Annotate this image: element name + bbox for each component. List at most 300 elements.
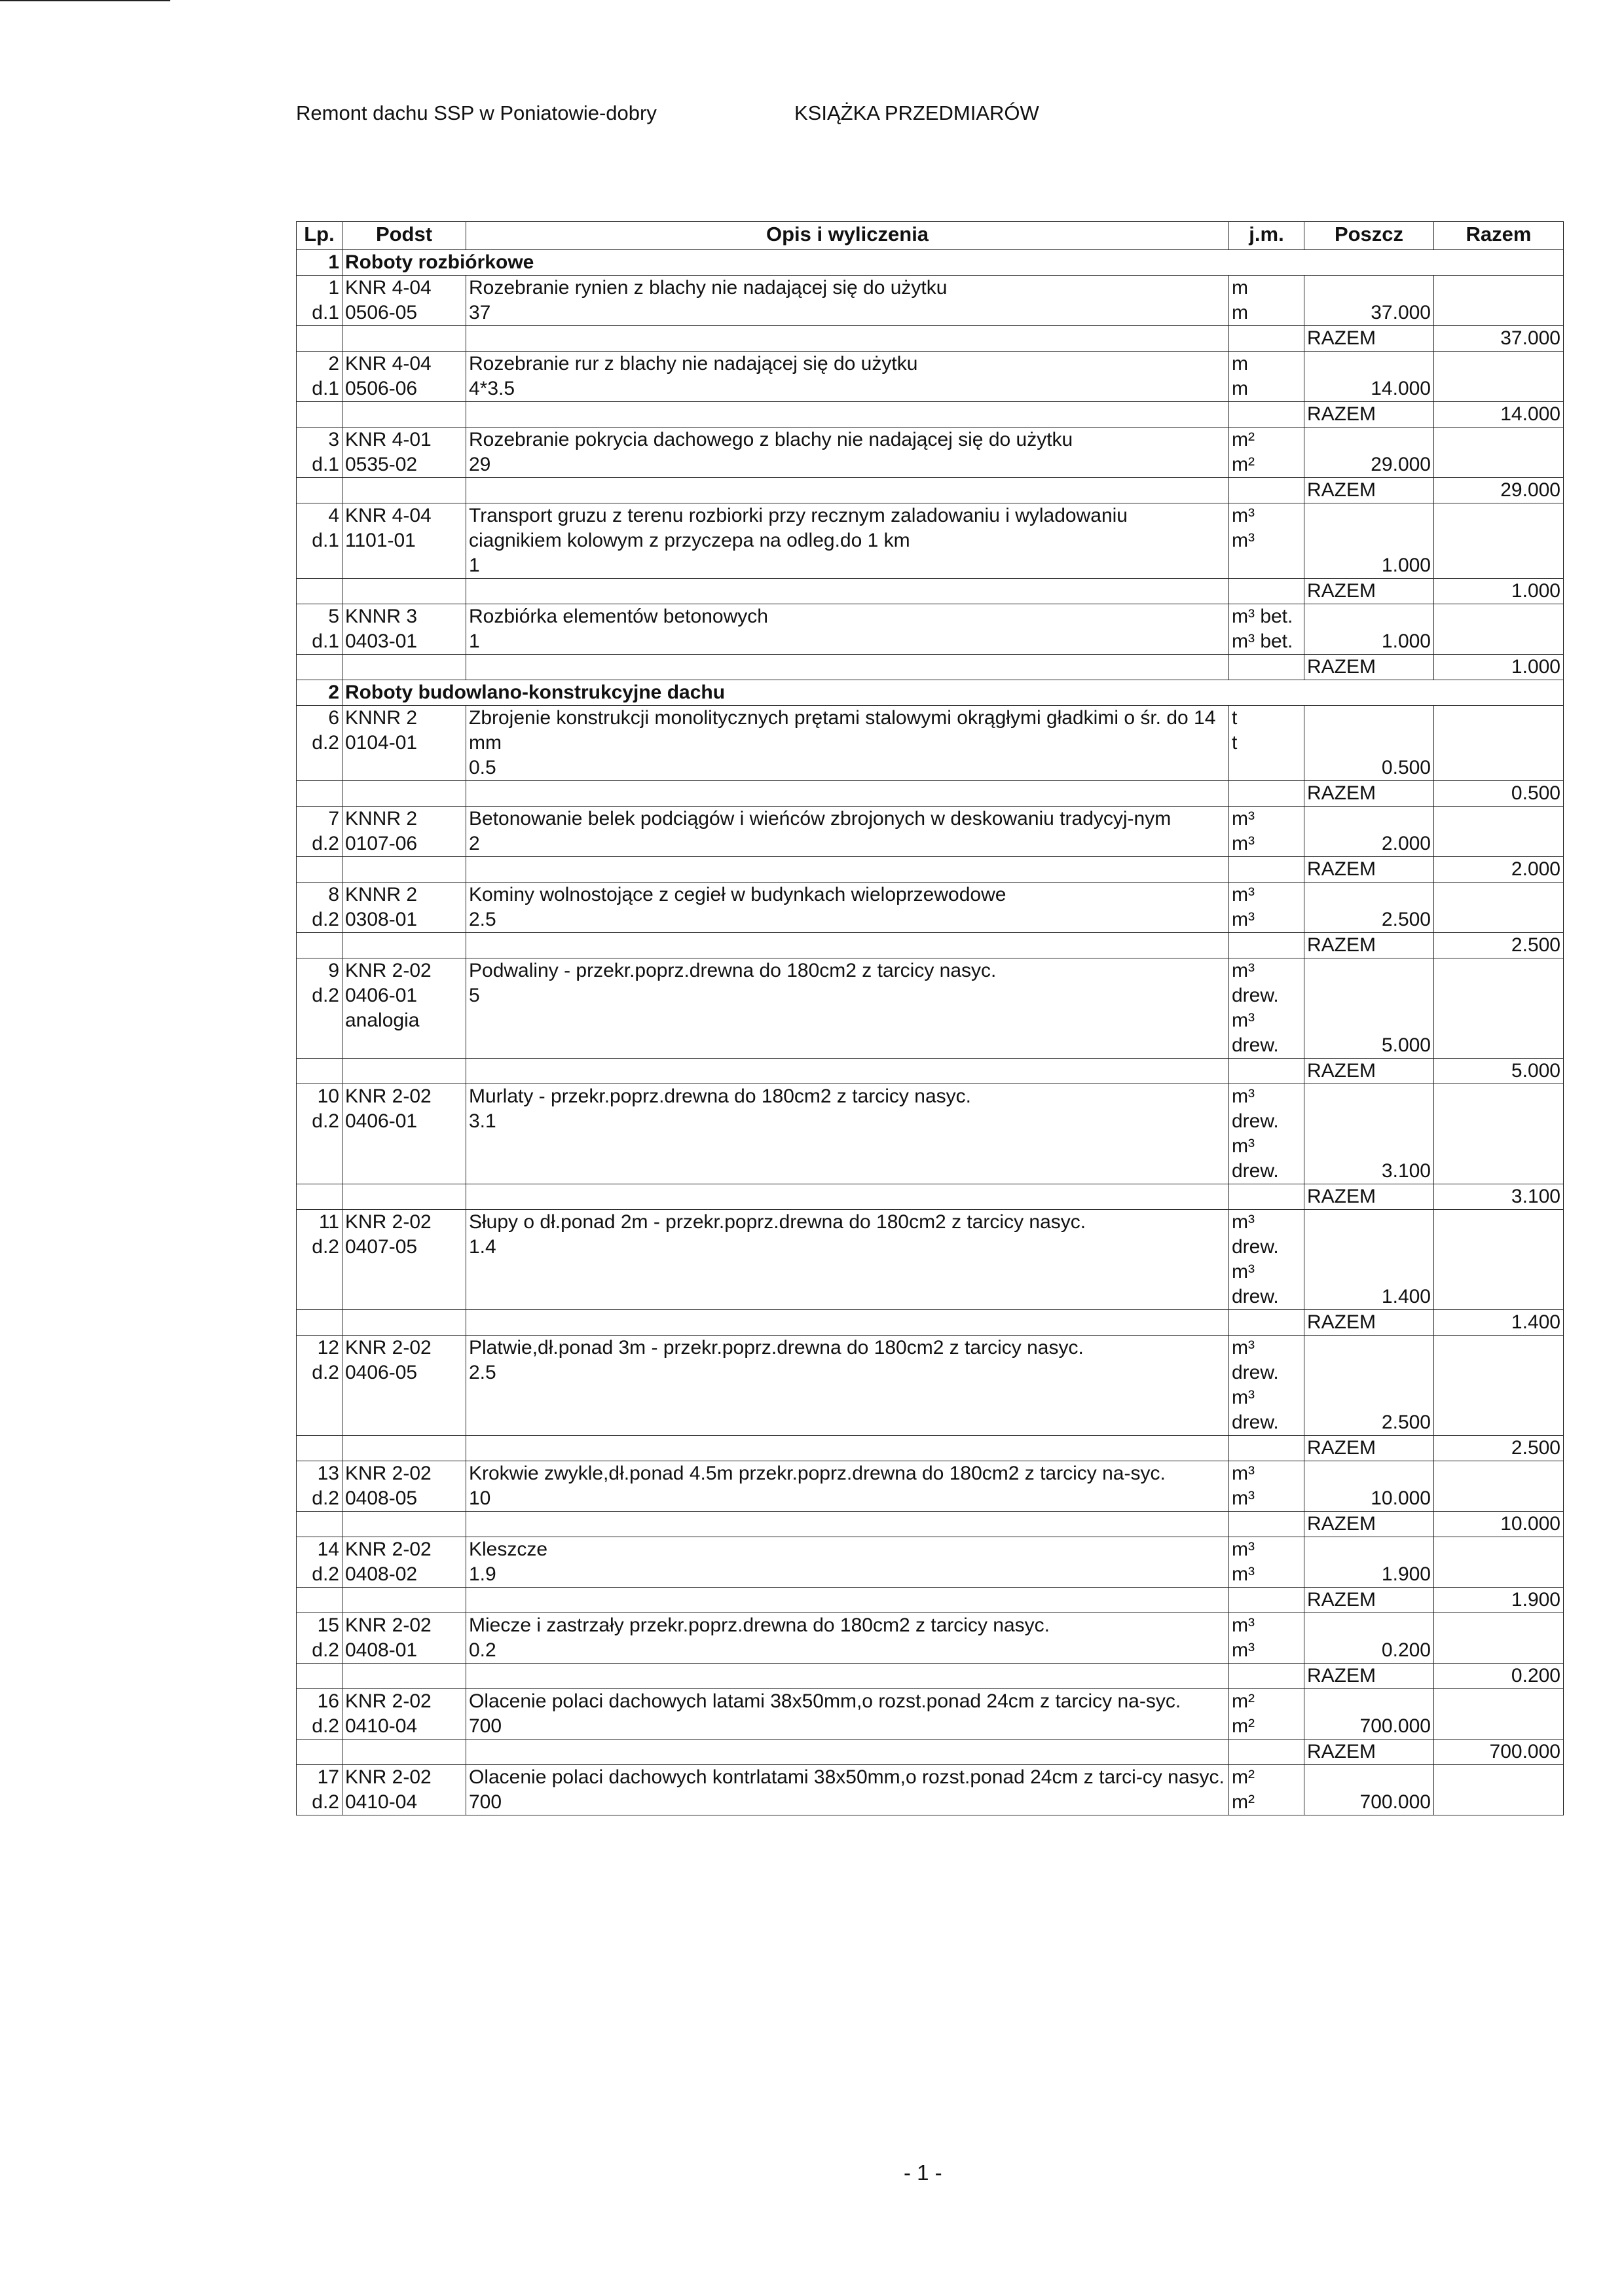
- item-lp-subsection: d.2: [312, 1110, 339, 1132]
- item-calc-unit: m²: [1232, 1715, 1255, 1737]
- razem-spacer-podst: [342, 781, 466, 807]
- item-podst-line: KNR 2-02: [345, 960, 432, 981]
- razem-spacer-lp: [297, 478, 342, 503]
- item-jm: [1229, 1210, 1304, 1310]
- item-lp-number: 6: [328, 707, 339, 729]
- razem-spacer-jm: [1229, 402, 1304, 428]
- item-razem-empty: [1434, 958, 1564, 1059]
- razem-row: [297, 933, 1564, 958]
- razem-row: [297, 1059, 1564, 1084]
- item-podst-line: 0535-02: [345, 454, 418, 475]
- item-calculation: 3.1: [469, 1110, 496, 1132]
- razem-value: 10.000: [1434, 1512, 1564, 1537]
- item-lp-number: 17: [317, 1766, 339, 1788]
- item-description: Rozebranie pokrycia dachowego z blachy nie nadającej się do użytku: [469, 429, 1073, 450]
- razem-spacer-lp: [297, 1512, 342, 1537]
- item-razem-empty: [1434, 1461, 1564, 1512]
- razem-spacer-jm: [1229, 1664, 1304, 1689]
- razem-spacer-podst: [342, 1588, 466, 1613]
- razem-spacer-lp: [297, 933, 342, 958]
- item-razem-empty: [1434, 503, 1564, 579]
- item-lp: [297, 276, 342, 326]
- item-lp-number: 15: [317, 1614, 339, 1636]
- item-jm: [1229, 604, 1304, 655]
- item-lp-subsection: d.2: [312, 985, 339, 1006]
- item-podst-line: KNR 4-04: [345, 353, 432, 374]
- col-header-jm: j.m.: [1229, 222, 1304, 250]
- item-podst: [342, 958, 466, 1059]
- table-row: [297, 1537, 1564, 1588]
- item-podst-line: KNR 4-01: [345, 429, 432, 450]
- razem-label: RAZEM: [1304, 1512, 1434, 1537]
- razem-value: 2.000: [1434, 857, 1564, 883]
- item-opis: [466, 1765, 1229, 1815]
- item-calc-unit: m³: [1232, 833, 1255, 854]
- item-podst-line: KNR 2-02: [345, 1614, 432, 1636]
- razem-spacer-lp: [297, 1436, 342, 1461]
- item-jm: [1229, 1613, 1304, 1664]
- razem-row: [297, 857, 1564, 883]
- item-description: Kleszcze: [469, 1539, 548, 1560]
- item-opis: [466, 1537, 1229, 1588]
- document-header-title: Remont dachu SSP w Poniatowie-dobry: [296, 101, 657, 124]
- item-lp-subsection: d.2: [312, 1639, 339, 1661]
- item-podst: [342, 604, 466, 655]
- item-lp-subsection: d.2: [312, 1362, 339, 1383]
- razem-row: [297, 1512, 1564, 1537]
- item-opis: [466, 1689, 1229, 1740]
- item-lp: [297, 958, 342, 1059]
- razem-spacer-podst: [342, 478, 466, 503]
- item-calc-unit: m³: [1232, 530, 1255, 551]
- item-poszcz: [1304, 1084, 1434, 1184]
- item-lp-subsection: d.1: [312, 630, 339, 652]
- item-lp-number: 11: [318, 1211, 339, 1233]
- item-unit: m³: [1232, 1463, 1255, 1484]
- document-header-type: KSIĄŻKA PRZEDMIARÓW: [794, 101, 1039, 124]
- item-opis: [466, 883, 1229, 933]
- item-podst-line: 0104-01: [345, 732, 418, 754]
- item-lp: [297, 428, 342, 478]
- item-poszcz: [1304, 1210, 1434, 1310]
- item-calc-unit: m³ drew.: [1232, 1135, 1279, 1182]
- razem-spacer-opis: [466, 1059, 1229, 1084]
- razem-spacer-jm: [1229, 1588, 1304, 1613]
- section-number: 2: [297, 680, 342, 706]
- razem-label: RAZEM: [1304, 781, 1434, 807]
- razem-row: [297, 326, 1564, 352]
- scan-artifact-line: [0, 0, 170, 1]
- item-lp-subsection: d.2: [312, 1487, 339, 1509]
- item-poszcz-value: 1.000: [1381, 555, 1431, 576]
- razem-value: 3.100: [1434, 1184, 1564, 1210]
- item-calculation: 0.2: [469, 1639, 496, 1661]
- razem-label: RAZEM: [1304, 1664, 1434, 1689]
- item-opis: [466, 807, 1229, 857]
- item-calculation: 2.5: [469, 1362, 496, 1383]
- razem-spacer-opis: [466, 478, 1229, 503]
- razem-spacer-jm: [1229, 579, 1304, 604]
- item-podst-line: 1101-01: [345, 530, 416, 551]
- item-description: Rozebranie rynien z blachy nie nadającej się do użytku: [469, 277, 948, 299]
- item-podst-line: KNR 2-02: [345, 1211, 432, 1233]
- item-lp-number: 13: [317, 1463, 339, 1484]
- razem-value: 700.000: [1434, 1740, 1564, 1765]
- item-calc-unit: m³ drew.: [1232, 1010, 1279, 1056]
- item-jm: [1229, 807, 1304, 857]
- item-podst-line: KNNR 2: [345, 808, 418, 829]
- razem-spacer-podst: [342, 579, 466, 604]
- razem-label: RAZEM: [1304, 1436, 1434, 1461]
- table-row: [297, 1765, 1564, 1815]
- item-podst: [342, 883, 466, 933]
- item-unit: m³ drew.: [1232, 960, 1279, 1006]
- razem-spacer-opis: [466, 857, 1229, 883]
- item-podst-line: KNR 2-02: [345, 1766, 432, 1788]
- item-calculation: 29: [469, 454, 491, 475]
- razem-label: RAZEM: [1304, 478, 1434, 503]
- item-calculation: 2: [469, 833, 480, 854]
- razem-label: RAZEM: [1304, 857, 1434, 883]
- item-poszcz: [1304, 1537, 1434, 1588]
- item-podst: [342, 503, 466, 579]
- razem-spacer-podst: [342, 1740, 466, 1765]
- item-razem-empty: [1434, 1537, 1564, 1588]
- razem-spacer-jm: [1229, 655, 1304, 680]
- item-podst-line: 0506-06: [345, 378, 418, 399]
- item-calculation: 1.9: [469, 1563, 496, 1585]
- razem-spacer-jm: [1229, 1310, 1304, 1336]
- item-calc-unit: m³: [1232, 1487, 1255, 1509]
- razem-spacer-opis: [466, 1436, 1229, 1461]
- razem-spacer-jm: [1229, 933, 1304, 958]
- section-row: [297, 250, 1564, 276]
- item-jm: [1229, 503, 1304, 579]
- item-podst: [342, 1613, 466, 1664]
- item-description: Rozbiórka elementów betonowych: [469, 606, 768, 627]
- razem-row: [297, 1664, 1564, 1689]
- razem-row: [297, 1588, 1564, 1613]
- item-calculation: 1: [469, 555, 480, 576]
- razem-label: RAZEM: [1304, 1184, 1434, 1210]
- item-poszcz: [1304, 1336, 1434, 1436]
- item-lp: [297, 1336, 342, 1436]
- item-lp-subsection: d.2: [312, 732, 339, 754]
- item-unit: m³ bet.: [1232, 606, 1293, 627]
- razem-spacer-podst: [342, 1310, 466, 1336]
- item-podst: [342, 807, 466, 857]
- item-podst-line: 0406-01: [345, 985, 418, 1006]
- item-razem-empty: [1434, 1613, 1564, 1664]
- item-podst-line: KNR 2-02: [345, 1085, 432, 1107]
- item-description: Podwaliny - przekr.poprz.drewna do 180cm2 z tarcicy nasyc.: [469, 960, 997, 981]
- item-lp: [297, 1210, 342, 1310]
- item-opis: [466, 1084, 1229, 1184]
- item-jm: [1229, 1461, 1304, 1512]
- item-lp: [297, 883, 342, 933]
- razem-spacer-opis: [466, 655, 1229, 680]
- item-lp-subsection: d.1: [312, 530, 339, 551]
- item-poszcz-value: 1.900: [1381, 1563, 1431, 1585]
- item-unit: m³: [1232, 808, 1255, 829]
- razem-row: [297, 402, 1564, 428]
- item-razem-empty: [1434, 883, 1564, 933]
- item-lp-subsection: d.2: [312, 833, 339, 854]
- razem-spacer-lp: [297, 857, 342, 883]
- table-row: [297, 807, 1564, 857]
- item-unit: m³ drew.: [1232, 1085, 1279, 1132]
- item-jm: [1229, 276, 1304, 326]
- item-jm: [1229, 958, 1304, 1059]
- item-description: Rozebranie rur z blachy nie nadającej się do użytku: [469, 353, 918, 374]
- item-podst-line: KNR 4-04: [345, 277, 432, 299]
- item-podst: [342, 1336, 466, 1436]
- razem-spacer-podst: [342, 402, 466, 428]
- item-podst: [342, 1210, 466, 1310]
- item-calc-unit: m³ drew.: [1232, 1387, 1279, 1433]
- razem-value: 0.500: [1434, 781, 1564, 807]
- item-razem-empty: [1434, 276, 1564, 326]
- razem-value: 37.000: [1434, 326, 1564, 352]
- razem-spacer-lp: [297, 1588, 342, 1613]
- item-poszcz-value: 29.000: [1371, 454, 1431, 475]
- item-jm: [1229, 706, 1304, 781]
- razem-spacer-lp: [297, 1664, 342, 1689]
- razem-spacer-podst: [342, 655, 466, 680]
- table-row: [297, 883, 1564, 933]
- razem-spacer-opis: [466, 402, 1229, 428]
- razem-value: 2.500: [1434, 933, 1564, 958]
- item-calc-unit: m³ bet.: [1232, 630, 1293, 652]
- item-description: Olacenie polaci dachowych kontrlatami 38x50mm,o rozst.ponad 24cm z tarci-cy nasyc.: [469, 1766, 1225, 1788]
- razem-spacer-opis: [466, 1588, 1229, 1613]
- item-podst: [342, 706, 466, 781]
- item-unit: m³: [1232, 884, 1255, 905]
- item-opis: [466, 352, 1229, 402]
- item-lp-number: 12: [317, 1337, 339, 1358]
- item-lp-number: 7: [328, 808, 339, 829]
- item-opis: [466, 1336, 1229, 1436]
- razem-spacer-podst: [342, 326, 466, 352]
- item-lp-subsection: d.2: [312, 909, 339, 930]
- item-jm: [1229, 1537, 1304, 1588]
- item-podst-line: 0403-01: [345, 630, 418, 652]
- item-podst-line: KNR 2-02: [345, 1539, 432, 1560]
- razem-spacer-lp: [297, 326, 342, 352]
- item-poszcz: [1304, 428, 1434, 478]
- item-calc-unit: m³: [1232, 1639, 1255, 1661]
- item-lp: [297, 1537, 342, 1588]
- item-unit: t: [1232, 707, 1238, 729]
- item-calc-unit: m³: [1232, 909, 1255, 930]
- item-razem-empty: [1434, 1210, 1564, 1310]
- item-podst-line: KNNR 2: [345, 707, 418, 729]
- item-lp: [297, 1613, 342, 1664]
- item-poszcz-value: 1.400: [1381, 1286, 1431, 1307]
- razem-spacer-opis: [466, 1740, 1229, 1765]
- item-poszcz-value: 2.500: [1381, 909, 1431, 930]
- section-number: 1: [297, 250, 342, 276]
- razem-label: RAZEM: [1304, 1059, 1434, 1084]
- razem-spacer-opis: [466, 1664, 1229, 1689]
- table-row: [297, 428, 1564, 478]
- item-poszcz-value: 5.000: [1381, 1034, 1431, 1056]
- item-lp-subsection: d.2: [312, 1563, 339, 1585]
- table-row: [297, 958, 1564, 1059]
- item-unit: m²: [1232, 1690, 1255, 1712]
- razem-spacer-lp: [297, 1740, 342, 1765]
- item-description: Zbrojenie konstrukcji monolitycznych prętami stalowymi okrągłymi gładkimi o śr. do 14 mm: [469, 707, 1216, 754]
- razem-spacer-jm: [1229, 1184, 1304, 1210]
- item-unit: m³ drew.: [1232, 1211, 1279, 1258]
- item-lp: [297, 1084, 342, 1184]
- item-podst-line: KNR 2-02: [345, 1690, 432, 1712]
- item-lp: [297, 352, 342, 402]
- col-header-razem: Razem: [1434, 222, 1564, 250]
- item-calculation: 4*3.5: [469, 378, 515, 399]
- razem-spacer-jm: [1229, 781, 1304, 807]
- item-unit: m: [1232, 277, 1248, 299]
- razem-row: [297, 655, 1564, 680]
- item-lp-number: 8: [328, 884, 339, 905]
- razem-spacer-podst: [342, 1512, 466, 1537]
- item-opis: [466, 1210, 1229, 1310]
- item-podst-line: 0406-01: [345, 1110, 418, 1132]
- item-razem-empty: [1434, 1765, 1564, 1815]
- item-poszcz-value: 0.500: [1381, 757, 1431, 778]
- item-calculation: 0.5: [469, 757, 496, 778]
- item-description: Słupy o dł.ponad 2m - przekr.poprz.drewna do 180cm2 z tarcicy nasyc.: [469, 1211, 1086, 1233]
- razem-spacer-opis: [466, 1512, 1229, 1537]
- item-poszcz-value: 14.000: [1371, 378, 1431, 399]
- item-podst-line: KNNR 2: [345, 884, 418, 905]
- razem-spacer-opis: [466, 781, 1229, 807]
- item-lp-number: 4: [328, 505, 339, 526]
- razem-spacer-opis: [466, 933, 1229, 958]
- item-unit: m³: [1232, 1614, 1255, 1636]
- item-podst: [342, 352, 466, 402]
- item-poszcz: [1304, 276, 1434, 326]
- item-description: Krokwie zwykle,dł.ponad 4.5m przekr.poprz.drewna do 180cm2 z tarcicy na-syc.: [469, 1463, 1166, 1484]
- item-description: Murlaty - przekr.poprz.drewna do 180cm2 z tarcicy nasyc.: [469, 1085, 971, 1107]
- item-lp-number: 14: [317, 1539, 339, 1560]
- item-lp: [297, 1689, 342, 1740]
- item-description: Kominy wolnostojące z cegieł w budynkach wieloprzewodowe: [469, 884, 1006, 905]
- item-jm: [1229, 1084, 1304, 1184]
- item-razem-empty: [1434, 706, 1564, 781]
- item-description: Platwie,dł.ponad 3m - przekr.poprz.drewna do 180cm2 z tarcicy nasyc.: [469, 1337, 1084, 1358]
- razem-spacer-opis: [466, 326, 1229, 352]
- item-lp-subsection: d.1: [312, 302, 339, 323]
- razem-spacer-lp: [297, 1059, 342, 1084]
- razem-row: [297, 579, 1564, 604]
- razem-spacer-podst: [342, 857, 466, 883]
- razem-spacer-opis: [466, 1184, 1229, 1210]
- item-podst-line: 0408-01: [345, 1639, 418, 1661]
- table-row: [297, 604, 1564, 655]
- item-jm: [1229, 352, 1304, 402]
- item-lp-number: 5: [328, 606, 339, 627]
- razem-row: [297, 781, 1564, 807]
- page-number: - 1 -: [904, 2160, 942, 2185]
- item-podst-line: 0407-05: [345, 1236, 418, 1258]
- razem-label: RAZEM: [1304, 1588, 1434, 1613]
- item-lp-subsection: d.2: [312, 1791, 339, 1813]
- razem-spacer-jm: [1229, 1059, 1304, 1084]
- item-opis: [466, 276, 1229, 326]
- item-podst: [342, 1084, 466, 1184]
- razem-spacer-opis: [466, 1310, 1229, 1336]
- item-lp: [297, 503, 342, 579]
- table-row: [297, 1461, 1564, 1512]
- razem-value: 1.000: [1434, 655, 1564, 680]
- item-opis: [466, 1613, 1229, 1664]
- item-poszcz: [1304, 706, 1434, 781]
- item-podst: [342, 428, 466, 478]
- item-podst: [342, 1461, 466, 1512]
- item-razem-empty: [1434, 604, 1564, 655]
- item-lp-subsection: d.1: [312, 454, 339, 475]
- razem-label: RAZEM: [1304, 579, 1434, 604]
- item-podst: [342, 1689, 466, 1740]
- razem-spacer-jm: [1229, 1740, 1304, 1765]
- item-jm: [1229, 883, 1304, 933]
- item-calc-unit: m: [1232, 378, 1248, 399]
- item-podst: [342, 276, 466, 326]
- table-row: [297, 352, 1564, 402]
- item-calculation: 37: [469, 302, 491, 323]
- item-poszcz: [1304, 883, 1434, 933]
- item-calc-unit: m²: [1232, 454, 1255, 475]
- item-jm: [1229, 1689, 1304, 1740]
- item-lp-number: 10: [317, 1085, 339, 1107]
- item-podst-line: analogia: [345, 1010, 420, 1031]
- razem-spacer-lp: [297, 781, 342, 807]
- col-header-opis: Opis i wyliczenia: [466, 222, 1229, 250]
- razem-spacer-jm: [1229, 326, 1304, 352]
- item-jm: [1229, 1336, 1304, 1436]
- item-podst-line: 0408-02: [345, 1563, 418, 1585]
- item-podst-line: 0406-05: [345, 1362, 418, 1383]
- item-poszcz-value: 700.000: [1359, 1791, 1431, 1813]
- item-poszcz: [1304, 1765, 1434, 1815]
- item-poszcz-value: 37.000: [1371, 302, 1431, 323]
- razem-value: 1.400: [1434, 1310, 1564, 1336]
- razem-spacer-podst: [342, 1184, 466, 1210]
- section-title: Roboty budowlano-konstrukcyjne dachu: [342, 680, 1564, 706]
- item-podst-line: 0410-04: [345, 1791, 418, 1813]
- item-lp-number: 9: [328, 960, 339, 981]
- razem-spacer-jm: [1229, 857, 1304, 883]
- razem-spacer-jm: [1229, 1512, 1304, 1537]
- item-podst-line: KNR 2-02: [345, 1463, 432, 1484]
- razem-spacer-podst: [342, 933, 466, 958]
- item-podst-line: 0506-05: [345, 302, 418, 323]
- table-row: [297, 276, 1564, 326]
- item-opis: [466, 503, 1229, 579]
- razem-label: RAZEM: [1304, 655, 1434, 680]
- razem-value: 29.000: [1434, 478, 1564, 503]
- item-calc-unit: m³: [1232, 1563, 1255, 1585]
- item-jm: [1229, 428, 1304, 478]
- item-podst-line: KNR 4-04: [345, 505, 432, 526]
- item-podst-line: KNR 2-02: [345, 1337, 432, 1358]
- section-row: [297, 680, 1564, 706]
- razem-value: 5.000: [1434, 1059, 1564, 1084]
- item-poszcz: [1304, 604, 1434, 655]
- item-jm: [1229, 1765, 1304, 1815]
- item-lp-number: 1: [328, 277, 339, 299]
